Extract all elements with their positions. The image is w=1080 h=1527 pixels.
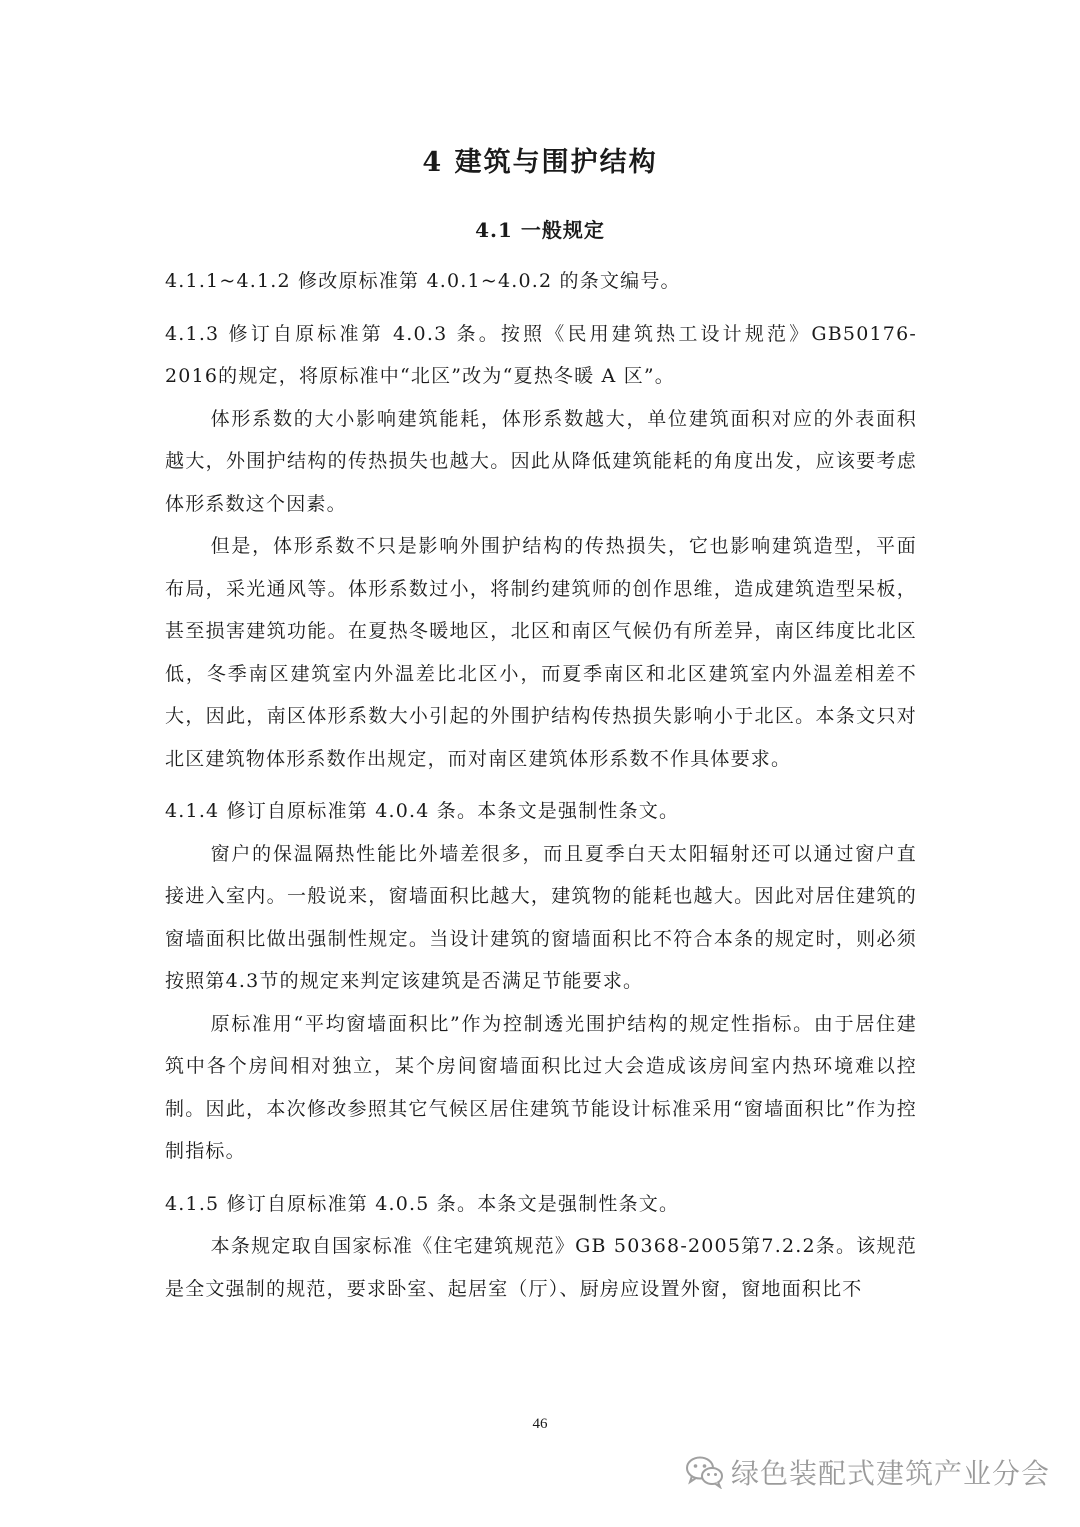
clause-4-1-3: 4.1.3 修订自原标准第 4.0.3 条。按照《民用建筑热工设计规范》GB50176-2016的规定，将原标准中“北区”改为“夏热冬暖 A 区”。	[165, 322, 917, 387]
clause-4-1-4: 4.1.4 修订自原标准第 4.0.4 条。本条文是强制性条文。	[165, 800, 680, 822]
paragraph-window-wall-ratio: 原标准用“平均窗墙面积比”作为控制透光围护结构的规定性指标。由于居住建筑中各个房间相对独立，某个房间窗墙面积比过大会造成该房间室内热环境难以控制。因此，本次修改参照其它气候区居住建筑节能设计标准采用“窗墙面积比”作为控制指标。	[165, 1012, 917, 1162]
paragraph-window-performance: 窗户的保温隔热性能比外墙差很多，而且夏季白天太阳辐射还可以通过窗户直接进入室内。一般说来，窗墙面积比越大，建筑物的能耗也越大。因此对居住建筑的窗墙面积比做出强制性规定。当设计建筑的窗墙面积比不符合本条的规定时，则必须按照第4.3节的规定来判定该建筑是否满足节能要求。	[165, 842, 917, 992]
body-text	[165, 260, 917, 1310]
clause-4-1-1: 4.1.1~4.1.2 修改原标准第 4.0.1~4.0.2 的条文编号。	[165, 270, 681, 292]
wechat-icon	[685, 1455, 725, 1489]
section-title: 4.1 一般规定	[475, 218, 605, 242]
paragraph-residential-code: 本条规定取自国家标准《住宅建筑规范》GB 50368-2005第7.2.2条。该规范是全文强制的规范，要求卧室、起居室（厅）、厨房应设置外窗，窗地面积比不	[165, 1235, 917, 1300]
paragraph-shape-coefficient-limits: 但是，体形系数不只是影响外围护结构的传热损失，它也影响建筑造型，平面布局，采光通风等。体形系数过小，将制约建筑师的创作思维，造成建筑造型呆板，甚至损害建筑功能。在夏热冬暖地区，北区和南区气候仍有所差异，南区纬度比北区低，冬季南区建筑室内外温差比北区小，而夏季南区和北区建筑室内外温差相差不大，因此，南区体形系数大小引起的外围护结构传热损失影响小于北区。本条文只对北区建筑物体形系数作出规定，而对南区建筑体形系数不作具体要求。	[165, 535, 917, 770]
paragraph-shape-coefficient: 体形系数的大小影响建筑能耗，体形系数越大，单位建筑面积对应的外表面积越大，外围护结构的传热损失也越大。因此从降低建筑能耗的角度出发，应该要考虑体形系数这个因素。	[165, 407, 917, 515]
clause-4-1-5: 4.1.5 修订自原标准第 4.0.5 条。本条文是强制性条文。	[165, 1192, 680, 1215]
page-number: 46	[532, 1416, 548, 1432]
chapter-title: 4 建筑与围护结构	[422, 147, 658, 178]
watermark-text: 绿色装配式建筑产业分会	[730, 1457, 1050, 1490]
watermark	[685, 1452, 1050, 1492]
